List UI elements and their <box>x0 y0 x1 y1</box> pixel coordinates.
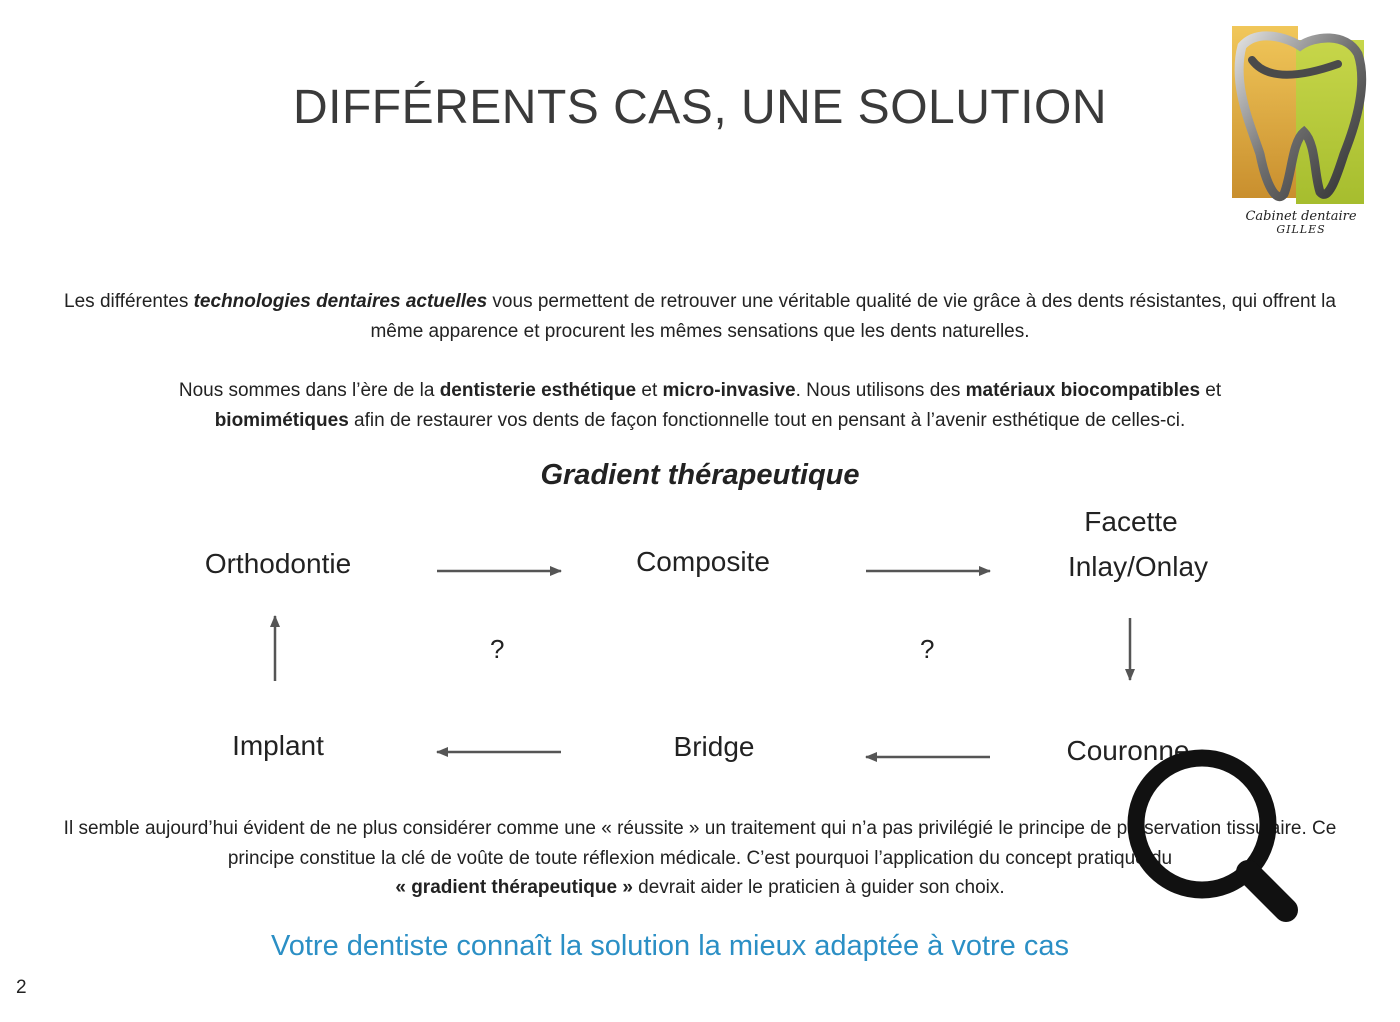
intro-p1-emphasis: technologies dentaires actuelles <box>193 291 488 312</box>
intro-p2-bold-4: biomimétiques <box>214 409 349 431</box>
intro-p2-text-5: afin de restaurer vos dents de façon fonctionnelle tout en pensant à l’avenir esthétique de celles-ci. <box>348 409 1186 431</box>
intro-p2-text-2: et <box>636 380 663 401</box>
footer-tagline: Votre dentiste connaît la solution la mieux adaptée à votre cas <box>271 930 1069 962</box>
logo-name: Cabinet dentaire <box>1245 209 1357 224</box>
node-couronne: Couronne <box>1066 735 1190 766</box>
node-composite: Composite <box>636 546 770 577</box>
node-inlay-onlay: Inlay/Onlay <box>1067 551 1209 582</box>
node-implant: Implant <box>232 730 324 761</box>
node-bridge: Bridge <box>673 731 755 762</box>
question-mark-left: ? <box>490 634 505 664</box>
intro-p2-text-3: . Nous utilisons des <box>795 380 966 401</box>
magnifier-icon[interactable] <box>1118 746 1308 926</box>
intro-p2-text-1: Nous sommes dans l’ère de la <box>178 380 440 401</box>
intro-p2-text-4: et <box>1200 380 1222 401</box>
intro-p2-bold-1: dentisterie esthétique <box>439 380 637 401</box>
conclusion-text-1: Il semble aujourd’hui évident de ne plus considérer comme une « réussite » un traitement qui n’a pas privilégié le principe de préservation tissulaire. Ce principe constitue la clé de voûte de toute réflexion médicale. C’est pourquoi l’application du concept pratique du <box>63 818 1337 869</box>
node-orthodontie: Orthodontie <box>204 548 352 579</box>
conclusion-text-2: devrait aider le praticien à guider son choix. <box>632 877 1005 898</box>
page-title: DIFFÉRENTS CAS, UNE SOLUTION <box>292 81 1108 135</box>
intro-p2-bold-3: matériaux biocompatibles <box>965 380 1201 401</box>
question-mark-right: ? <box>920 634 935 664</box>
node-facette: Facette <box>1084 506 1178 537</box>
intro-p1-text-2: vous permettent de retrouver une véritable qualité de vie grâce à des dents résistantes, qui offrent la même apparence et procurent les mêmes sensations que les dents naturelles. <box>370 291 1336 342</box>
page-number: 2 <box>16 977 27 998</box>
intro-p2-bold-2: micro-invasive <box>662 380 796 401</box>
conclusion-bold: « gradient thérapeutique » <box>395 877 633 898</box>
intro-p1-text-1: Les différentes <box>64 291 194 312</box>
diagram-title: Gradient thérapeutique <box>540 459 860 491</box>
logo-subname: GILLES <box>1276 223 1326 236</box>
